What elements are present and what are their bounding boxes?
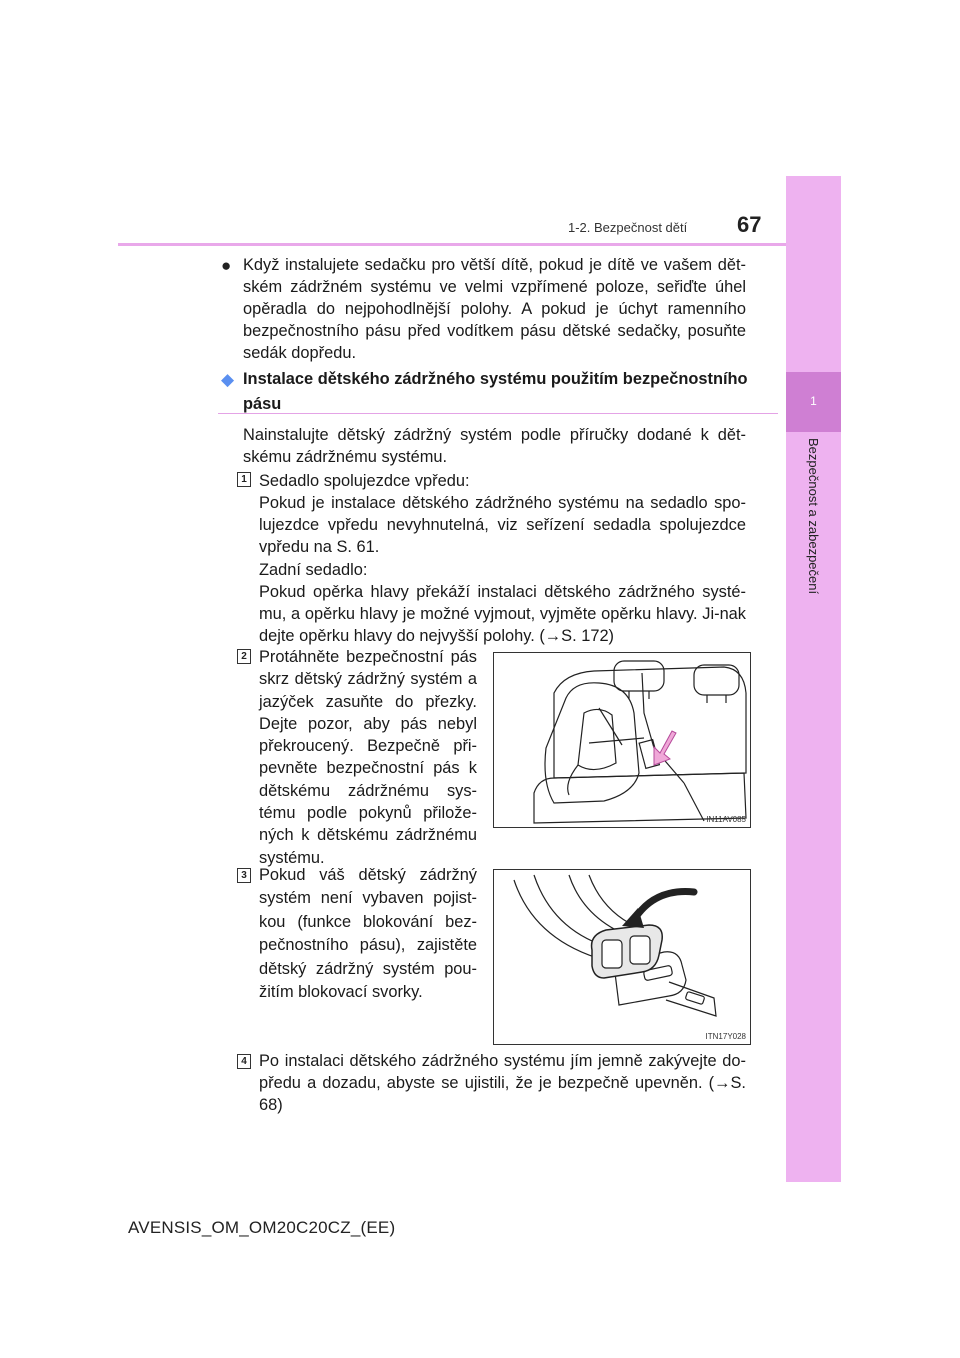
page-number: 67 bbox=[737, 212, 762, 237]
child-seat-installation-illustration bbox=[493, 652, 751, 828]
step-3-text: Pokud váš dětský zádržný systém není vybaven pojist-kou (funkce blokování bez-pečnostního pásu), zajistěte dětský zádržný systém pou-žitím blokovací svorky. bbox=[259, 866, 477, 1002]
locking-clip-drawing bbox=[494, 870, 750, 1044]
bullet-icon: ● bbox=[221, 256, 232, 275]
figure-code: IN11AV085 bbox=[706, 815, 746, 824]
intro-bullet-text: Když instalujete sedačku pro větší dítě, pokud je dítě ve vašem dět-ském zádržném systému ve velmi vzpřímené poloze, seřiďte úhel opěradla do nejpohodlnější polohy. A pokud je úchyt ramenního bezpečnostního pásu před vodítkem pásu dětské sedačky, posuňte sedák dopředu. bbox=[243, 256, 746, 362]
step-1-number: 1 bbox=[237, 472, 251, 487]
intro-paragraph: Nainstalujte dětský zádržný systém podle příručky dodané k dět-skému zádržnému systému. bbox=[243, 426, 746, 466]
child-seat-drawing bbox=[494, 653, 750, 827]
chapter-number: 1 bbox=[810, 394, 817, 408]
step-1-text: Pokud je instalace dětského zádržného systému na sedadlo spo-lujezdce vpředu nevyhnutelná, viz seřízení sedadla spolujezdce vpředu na S. 61. bbox=[259, 494, 746, 556]
chapter-side-tab bbox=[786, 176, 841, 1182]
figure-code: ITN17Y028 bbox=[705, 1032, 746, 1041]
chapter-label: Bezpečnost a zabezpečení bbox=[806, 438, 821, 595]
section-reference: 1-2. Bezpečnost dětí bbox=[568, 220, 688, 235]
locking-clip-illustration bbox=[493, 869, 751, 1045]
document-code: AVENSIS_OM_OM20C20CZ_(EE) bbox=[128, 1218, 396, 1237]
diamond-icon: ◆ bbox=[221, 370, 235, 389]
subheading-divider bbox=[218, 413, 778, 414]
step-1-text-2: Pokud opěrka hlavy překáží instalaci dětského zádržného systé-mu, a opěrku hlavy je možné vyjmout, vyjměte opěrku hlavy. Ji-nak dejte opěrku hlavy do nejvyšší polohy. (→S. 172) bbox=[259, 583, 746, 645]
step-4-text: Po instalaci dětského zádržného systému jím jemně zakývejte do-předu a dozadu, abyste se ujistili, že je bezpečně upevněn. (→S. 68) bbox=[259, 1052, 746, 1114]
header-divider bbox=[118, 243, 814, 246]
step-3-number: 3 bbox=[237, 868, 251, 883]
step-1-title: Sedadlo spolujezdce vpředu: bbox=[259, 472, 470, 490]
step-2-number: 2 bbox=[237, 649, 251, 664]
section-subheading: Instalace dětského zádržného systému použitím bezpečnostního pásu bbox=[243, 370, 748, 413]
step-1-title-2: Zadní sedadlo: bbox=[259, 561, 368, 579]
step-4-number: 4 bbox=[237, 1054, 251, 1069]
step-2-text: Protáhněte bezpečnostní pás skrz dětský zádržný systém a jazýček zasuňte do přezky. Dejte pozor, aby pás nebyl překroucený. Bezpečně při-pevněte bezpečnostní pás k dětskému zádržnému sys-tému podle pokynů přilože-ných k dětskému zádržnému systému. bbox=[259, 648, 477, 867]
